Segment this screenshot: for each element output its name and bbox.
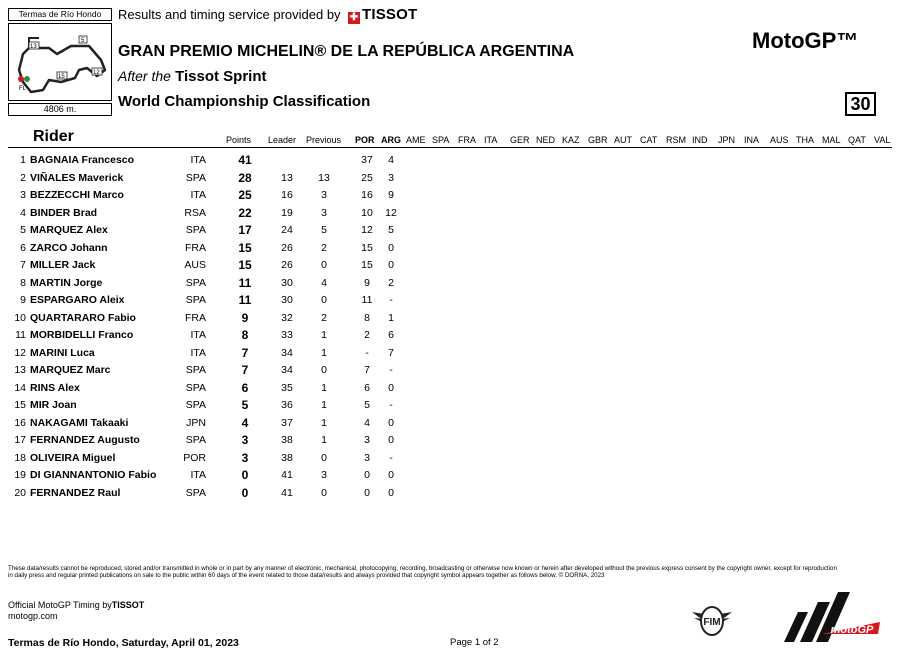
rider-points: 17 bbox=[238, 223, 252, 237]
table-row bbox=[0, 242, 900, 260]
map-label: 12 bbox=[93, 70, 100, 76]
rider-points: 0 bbox=[241, 468, 249, 482]
gap-to-leader: 41 bbox=[281, 469, 293, 481]
table-row bbox=[0, 399, 900, 417]
gap-to-previous: 2 bbox=[321, 311, 327, 324]
rider-points: 15 bbox=[238, 240, 252, 255]
round-column-header: KAZ bbox=[562, 135, 580, 145]
rider-name: MARQUEZ Alex bbox=[30, 224, 108, 236]
rider-name: RINS Alex bbox=[30, 381, 80, 394]
round-column-header: IND bbox=[692, 135, 708, 145]
after-the-label: After the bbox=[118, 68, 171, 84]
rider-points: 11 bbox=[238, 275, 252, 290]
round-column-header: THA bbox=[796, 135, 814, 145]
rider-position: 7 bbox=[20, 259, 26, 271]
por-points: 15 bbox=[361, 259, 373, 271]
gap-to-leader: 38 bbox=[281, 451, 293, 464]
gap-to-previous: 1 bbox=[321, 346, 327, 359]
por-points: 9 bbox=[364, 276, 370, 289]
rider-points: 7 bbox=[241, 363, 249, 377]
rider-points: 5 bbox=[241, 398, 249, 412]
rider-name: BINDER Brad bbox=[30, 206, 98, 219]
rider-position: 14 bbox=[14, 381, 26, 394]
gap-to-previous: 2 bbox=[321, 241, 327, 254]
map-label: 5 bbox=[81, 38, 85, 44]
gap-to-previous: 0 bbox=[321, 451, 327, 464]
place-and-date: Termas de Río Hondo, Saturday, April 01, 2023 bbox=[8, 637, 239, 649]
tissot-cross-icon: ✚ bbox=[349, 12, 359, 23]
arg-points: 9 bbox=[388, 189, 394, 201]
rider-points: 8 bbox=[241, 328, 249, 342]
table-row bbox=[0, 154, 900, 172]
map-label: 15 bbox=[58, 74, 65, 80]
table-row bbox=[0, 189, 900, 207]
por-points: - bbox=[365, 346, 369, 359]
page-indicator: Page 1 of 2 bbox=[450, 637, 499, 648]
gap-to-previous: 1 bbox=[321, 381, 327, 394]
arg-points: 0 bbox=[388, 469, 394, 481]
rider-points: 41 bbox=[238, 153, 252, 167]
table-row bbox=[0, 207, 900, 225]
rider-position: 19 bbox=[14, 469, 26, 481]
gap-to-previous: 1 bbox=[321, 399, 327, 411]
gap-to-leader: 30 bbox=[281, 276, 293, 289]
points-column-header: Points bbox=[226, 135, 252, 145]
gap-to-leader: 36 bbox=[281, 399, 293, 411]
round-column-header: RSM bbox=[666, 135, 686, 145]
previous-column-header: Previous bbox=[306, 135, 342, 145]
gap-to-leader: 38 bbox=[281, 434, 293, 446]
circuit-info bbox=[8, 8, 112, 112]
rider-points: 0 bbox=[241, 485, 249, 500]
round-column-header: VAL bbox=[874, 135, 891, 145]
arg-points: 3 bbox=[388, 171, 394, 184]
por-points: 6 bbox=[364, 381, 370, 394]
circuit-map bbox=[8, 23, 112, 101]
gap-to-previous: 0 bbox=[321, 259, 327, 271]
circuit-length: 4806 m. bbox=[8, 103, 112, 116]
rider-nation: SPA bbox=[185, 294, 206, 306]
table-row bbox=[0, 329, 900, 347]
rider-name: DI GIANNANTONIO Fabio bbox=[30, 469, 157, 481]
table-row bbox=[0, 259, 900, 277]
round-column-header: INA bbox=[744, 135, 760, 145]
rider-nation: ITA bbox=[190, 154, 206, 166]
rider-nation: SPA bbox=[185, 486, 206, 499]
arg-points: - bbox=[389, 451, 393, 464]
map-label: 13 bbox=[30, 44, 37, 50]
table-row bbox=[0, 469, 900, 487]
map-label: FL bbox=[19, 86, 27, 92]
gap-to-previous: 0 bbox=[321, 486, 327, 499]
gap-to-previous: 0 bbox=[321, 364, 327, 376]
rider-nation: SPA bbox=[185, 399, 206, 411]
table-row bbox=[0, 312, 900, 330]
gap-to-previous: 1 bbox=[321, 434, 327, 446]
por-points: 16 bbox=[361, 189, 373, 201]
arg-points: - bbox=[389, 364, 393, 376]
fim-logo bbox=[690, 604, 734, 638]
rider-points: 6 bbox=[241, 380, 249, 395]
round-column-header: JPN bbox=[718, 135, 736, 145]
por-points: 3 bbox=[364, 451, 370, 464]
rider-nation: SPA bbox=[185, 434, 206, 446]
rider-position: 1 bbox=[20, 154, 26, 166]
round-column-header: CAT bbox=[640, 135, 658, 145]
rider-name: ESPARGARO Aleix bbox=[30, 294, 125, 306]
rider-position: 12 bbox=[14, 346, 26, 359]
arg-points: 0 bbox=[388, 241, 394, 254]
table-row bbox=[0, 434, 900, 452]
rider-points: 9 bbox=[241, 310, 249, 325]
table-row bbox=[0, 347, 900, 365]
round-column-header: AME bbox=[406, 135, 426, 145]
por-points: 2 bbox=[364, 329, 370, 341]
rider-position: 16 bbox=[14, 416, 26, 429]
rider-position: 18 bbox=[14, 451, 26, 464]
rider-name: BAGNAIA Francesco bbox=[30, 154, 135, 166]
por-column-header: POR bbox=[355, 135, 375, 145]
arg-points: 6 bbox=[388, 329, 394, 341]
arg-points: 0 bbox=[388, 486, 394, 499]
rider-position: 8 bbox=[20, 276, 26, 289]
gap-to-leader: 24 bbox=[281, 224, 293, 236]
gap-to-previous: 3 bbox=[321, 469, 327, 481]
gap-to-leader: 19 bbox=[281, 206, 293, 219]
round-column-header: GBR bbox=[588, 135, 608, 145]
rider-name: FERNANDEZ Augusto bbox=[30, 434, 140, 446]
rider-nation: SPA bbox=[185, 276, 206, 289]
event-title: GRAN PREMIO MICHELIN® DE LA REPÚBLICA ARGENTINA bbox=[118, 43, 575, 60]
website-link[interactable]: motogp.com bbox=[8, 611, 58, 621]
fim-text: FIM bbox=[703, 617, 721, 628]
por-points: 25 bbox=[361, 171, 373, 184]
circuit-name: Termas de Río Hondo bbox=[8, 8, 112, 21]
por-points: 15 bbox=[361, 241, 373, 254]
table-row bbox=[0, 452, 900, 470]
rider-position: 2 bbox=[20, 171, 26, 184]
rider-nation: SPA bbox=[185, 381, 206, 394]
header-divider bbox=[8, 147, 892, 148]
rider-nation: RSA bbox=[184, 206, 206, 219]
gap-to-leader: 35 bbox=[281, 381, 293, 394]
gap-to-leader: 41 bbox=[281, 486, 293, 499]
rider-position: 9 bbox=[20, 294, 26, 306]
motogp-logo bbox=[774, 588, 886, 646]
rider-position: 4 bbox=[20, 206, 26, 219]
round-column-header: AUS bbox=[770, 135, 789, 145]
round-column-header: SPA bbox=[432, 135, 450, 145]
gap-to-leader: 26 bbox=[281, 241, 293, 254]
por-points: 5 bbox=[364, 399, 370, 411]
gap-to-previous: 3 bbox=[321, 206, 327, 219]
table-row bbox=[0, 417, 900, 435]
rider-nation: SPA bbox=[185, 224, 206, 236]
gap-to-leader: 32 bbox=[281, 311, 293, 324]
gap-to-leader: 34 bbox=[281, 346, 293, 359]
round-column-header: NED bbox=[536, 135, 556, 145]
round-column-header: AUT bbox=[614, 135, 632, 145]
rider-nation: ITA bbox=[190, 189, 206, 201]
table-row bbox=[0, 382, 900, 400]
table-row bbox=[0, 277, 900, 295]
motogp-logo-text: motoGP bbox=[830, 624, 874, 636]
gap-to-previous: 4 bbox=[321, 276, 327, 289]
rider-nation: ITA bbox=[190, 469, 206, 481]
arg-points: 7 bbox=[388, 346, 394, 359]
rider-position: 11 bbox=[15, 329, 26, 341]
rider-nation: SPA bbox=[185, 171, 206, 184]
arg-points: 0 bbox=[388, 259, 394, 271]
leader-column-header: Leader bbox=[268, 135, 297, 145]
rider-position: 3 bbox=[20, 189, 26, 201]
rider-nation: FRA bbox=[185, 311, 206, 324]
session-name: Tissot Sprint bbox=[175, 68, 267, 85]
gap-to-leader: 26 bbox=[281, 259, 293, 271]
copyright-disclaimer: These data/results cannot be reproduced, stored and/or transmitted in whole or in part by any manner of electronic, mechanical, photocopying, recording, broadcasting or otherwise now known or herein after developed without the previous express consent by the copyright owner, except for reproduction in daily press and regular printed publications on sale to the public within 60 days of the event related to those data/results and always provided that copyright symbol appears together as follows below. © DORNA, 2023 bbox=[8, 565, 837, 579]
rider-name: FERNANDEZ Raul bbox=[30, 486, 121, 499]
table-row bbox=[0, 487, 900, 505]
circuit-layout-diagram bbox=[9, 24, 111, 100]
por-points: 7 bbox=[364, 364, 370, 376]
rider-points: 15 bbox=[238, 258, 252, 272]
gap-to-previous: 1 bbox=[321, 416, 327, 429]
rider-points: 7 bbox=[241, 345, 249, 360]
por-points: 11 bbox=[361, 294, 373, 306]
rider-name: NAKAGAMI Takaaki bbox=[30, 416, 129, 429]
rider-nation: POR bbox=[183, 451, 206, 464]
rider-name: MORBIDELLI Franco bbox=[30, 329, 134, 341]
rider-position: 17 bbox=[14, 434, 26, 446]
rider-position: 5 bbox=[20, 224, 26, 236]
round-column-header: ITA bbox=[484, 135, 498, 145]
tissot-logo: ✚ TISSOT bbox=[349, 6, 418, 23]
rider-nation: ITA bbox=[190, 346, 206, 359]
official-timing-line: Official MotoGP Timing byTISSOT bbox=[8, 600, 145, 610]
arg-points: 0 bbox=[388, 381, 394, 394]
rider-position: 6 bbox=[20, 241, 26, 254]
rider-name: MARTIN Jorge bbox=[30, 276, 103, 289]
arg-points: 0 bbox=[388, 416, 394, 429]
arg-points: 2 bbox=[388, 276, 394, 289]
rider-name: BEZZECCHI Marco bbox=[30, 189, 124, 201]
gap-to-previous: 13 bbox=[318, 171, 330, 184]
motogp-brand: MotoGP™ bbox=[752, 28, 859, 53]
por-points: 0 bbox=[364, 486, 370, 499]
gap-to-leader: 34 bbox=[281, 364, 293, 376]
gap-to-leader: 16 bbox=[281, 189, 293, 201]
rider-name: ZARCO Johann bbox=[30, 241, 108, 254]
por-points: 12 bbox=[361, 224, 373, 236]
document-number: 30 bbox=[845, 92, 876, 116]
rider-position: 10 bbox=[14, 311, 26, 324]
gap-to-leader: 33 bbox=[281, 329, 293, 341]
table-row bbox=[0, 364, 900, 382]
rider-name: QUARTARARO Fabio bbox=[30, 311, 136, 324]
round-column-header: GER bbox=[510, 135, 530, 145]
arg-points: 5 bbox=[388, 224, 394, 236]
rider-nation: AUS bbox=[184, 259, 206, 271]
gap-to-previous: 1 bbox=[321, 329, 327, 341]
round-column-header: MAL bbox=[822, 135, 841, 145]
arg-points: 4 bbox=[388, 154, 394, 166]
round-column-header: FRA bbox=[458, 135, 476, 145]
por-points: 0 bbox=[364, 469, 370, 481]
arg-column-header: ARG bbox=[381, 135, 401, 145]
rider-name: OLIVEIRA Miguel bbox=[30, 451, 116, 464]
gap-to-previous: 5 bbox=[321, 224, 327, 236]
rider-points: 11 bbox=[238, 293, 252, 307]
gap-to-previous: 0 bbox=[321, 294, 327, 306]
gap-to-previous: 3 bbox=[321, 189, 327, 201]
por-points: 37 bbox=[361, 154, 373, 166]
rider-name: MIR Joan bbox=[30, 399, 77, 411]
rider-position: 15 bbox=[14, 399, 26, 411]
arg-points: 1 bbox=[388, 311, 394, 324]
rider-name: VIÑALES Maverick bbox=[30, 171, 124, 184]
table-row bbox=[0, 172, 900, 190]
por-points: 10 bbox=[361, 206, 373, 219]
por-points: 4 bbox=[364, 416, 370, 429]
rider-name: MARQUEZ Marc bbox=[30, 364, 111, 376]
gap-to-leader: 37 bbox=[281, 416, 293, 429]
rider-nation: ITA bbox=[190, 329, 206, 341]
gap-to-leader: 13 bbox=[281, 171, 293, 184]
session-line bbox=[118, 68, 267, 85]
rider-name: MARINI Luca bbox=[30, 346, 95, 359]
arg-points: 12 bbox=[385, 206, 397, 219]
rider-points: 4 bbox=[241, 415, 249, 430]
rider-name: MILLER Jack bbox=[30, 259, 96, 271]
rider-position: 20 bbox=[14, 486, 26, 499]
rider-nation: JPN bbox=[186, 416, 206, 429]
rider-position: 13 bbox=[14, 364, 26, 376]
gap-to-leader: 30 bbox=[281, 294, 293, 306]
rider-nation: FRA bbox=[185, 241, 206, 254]
table-row bbox=[0, 294, 900, 312]
rider-points: 3 bbox=[241, 433, 249, 447]
rider-column-header: Rider bbox=[33, 128, 74, 145]
rider-nation: SPA bbox=[185, 364, 206, 376]
classification-title: World Championship Classification bbox=[118, 93, 371, 110]
rider-points: 25 bbox=[238, 188, 252, 202]
por-points: 3 bbox=[364, 434, 370, 446]
rider-points: 3 bbox=[241, 450, 249, 465]
arg-points: - bbox=[389, 399, 393, 411]
arg-points: 0 bbox=[388, 434, 394, 446]
table-row bbox=[0, 224, 900, 242]
rider-points: 22 bbox=[238, 205, 252, 220]
arg-points: - bbox=[389, 294, 393, 306]
round-column-header: QAT bbox=[848, 135, 866, 145]
provided-by-text: Results and timing service provided by bbox=[118, 7, 341, 22]
por-points: 8 bbox=[364, 311, 370, 324]
rider-points: 28 bbox=[238, 170, 252, 185]
